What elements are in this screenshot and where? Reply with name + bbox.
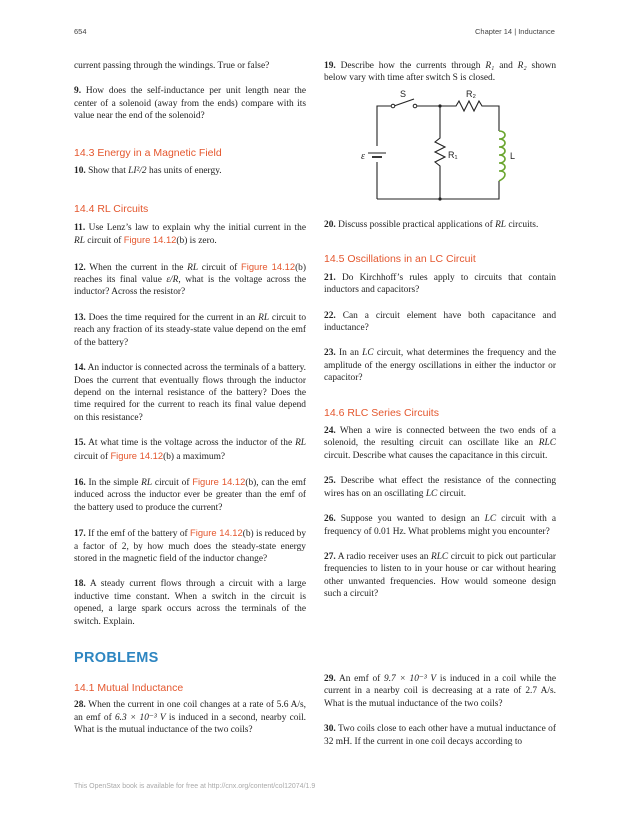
inductor-label: L bbox=[510, 151, 516, 161]
section-heading-14-3: 14.3 Energy in a Magnetic Field bbox=[74, 146, 222, 159]
question-30: 30. Two coils close to each other have a mutual inductance of 32 mH. If the current in one coil decays according to bbox=[324, 724, 556, 747]
right-column bbox=[324, 60, 556, 85]
figure-link[interactable]: Figure 14.12 bbox=[123, 234, 177, 246]
rl-circuit-diagram bbox=[360, 86, 530, 204]
chapter-title: Chapter 14 | Inductance bbox=[475, 27, 555, 36]
figure-link[interactable]: Figure 14.12 bbox=[241, 260, 296, 272]
question-28: 28. When the current in one coil changes at a rate of 5.6 A/s, an emf of 6.3 × 10⁻³ V is induced in a second, nearby coil. What is the mutual inductance of the two coils? bbox=[74, 700, 307, 736]
question-11: 11. Use Lenz’s law to explain why the initial current in the RL circuit of Figure 14.12(b) is zero. bbox=[74, 222, 306, 247]
question-24: 24. When a wire is connected between the two ends of a solenoid, the resulting circuit can oscillate like an RLC circuit. Describe what causes the capacitance in this circuit. bbox=[324, 426, 556, 461]
section-heading-14-5: 14.5 Oscillations in an LC Circuit bbox=[324, 253, 476, 266]
question-23: 23. In an LC circuit, what determines the frequency and the amplitude of the energy oscillations in either the inductor or capacitor? bbox=[324, 348, 557, 384]
section-heading-14-1: 14.1 Mutual Inductance bbox=[74, 682, 184, 694]
question-10: 10. Show that LI²/2 has units of energy. bbox=[74, 166, 222, 177]
inductor-coil bbox=[499, 131, 505, 181]
figure-link[interactable]: Figure 14.12 bbox=[110, 449, 164, 461]
question-14: 14. An inductor is connected across the terminals of a battery. Does the current that eventually flows through the inductor depend on the internal resistance of the battery? Does the time required for the current to reach its final value depend on this resistance? bbox=[74, 363, 307, 423]
question-12: 12. When the current in the RL circuit of Figure 14.12(b) reaches its final value ε/R, what is the voltage across the inductor? Across the resistor? bbox=[74, 260, 307, 298]
figure-link[interactable]: Figure 14.12 bbox=[192, 475, 246, 487]
question-22: 22. Can a circuit element have both capacitance and inductance? bbox=[324, 310, 557, 334]
question-26: 26. Suppose you wanted to design an LC circuit with a frequency of 0.01 Hz. What problems might you encounter? bbox=[324, 514, 557, 537]
question-number: 9. bbox=[74, 86, 82, 97]
question-21: 21. Do Kirchhoff’s rules apply to circuits that contain inductors and capacitors? bbox=[324, 272, 556, 296]
problems-heading: PROBLEMS bbox=[74, 650, 159, 666]
section-heading-14-6: 14.6 RLC Series Circuits bbox=[324, 406, 439, 419]
question-19: 19. Describe how the currents through R₁ and R₂ shown below vary with time after switch S is closed. bbox=[324, 61, 557, 84]
r2-label: R₂ bbox=[466, 89, 476, 99]
section-heading-14-4: 14.4 RL Circuits bbox=[74, 203, 149, 216]
problems-right-column bbox=[324, 673, 556, 748]
problems-left-column bbox=[74, 682, 306, 737]
switch bbox=[394, 99, 414, 106]
question-29: 29. An emf of 9.7 × 10⁻³ V is induced in a coil while the current in a nearby coil is decreasing at a rate of 2.7 A/s. What is the mutual inductance of the two coils? bbox=[324, 674, 557, 709]
switch-label: S bbox=[400, 89, 407, 99]
page-number: 654 bbox=[74, 27, 87, 36]
question-25: 25. Describe what effect the resistance of the connecting wires has on an oscillating LC circuit. bbox=[324, 476, 557, 499]
question-9: 9. How does the self-inductance per unit length near the center of a solenoid (away from the ends) compare with its value near the end of the solenoid? bbox=[74, 86, 307, 122]
question-15: 15. At what time is the voltage across the inductor of the RL circuit of Figure 14.12(b) a maximum? bbox=[74, 438, 307, 462]
figure-link[interactable]: Figure 14.12 bbox=[190, 527, 243, 539]
r1-label: R₁ bbox=[448, 150, 458, 160]
question-18: 18. A steady current flows through a circuit with a large inductive time constant. When a switch in the circuit is opened, a large spark occurs across the terminals of the switch. Explain. bbox=[74, 579, 306, 627]
q8-continuation: current passing through the windings. True or false? bbox=[74, 61, 270, 71]
question-27: 27. A radio receiver uses an RLC circuit to pick out particular frequencies to listen to in your house or car without hearing other unwanted frequencies. How would someone design such a circuit? bbox=[324, 551, 557, 600]
question-16: 16. In the simple RL circuit of Figure 14.12(b), can the emf induced across the inductor ever be greater than the emf of the battery used to produce the current? bbox=[74, 475, 307, 513]
question-17: 17. If the emf of the battery of Figure 14.12(b) is reduced by a factor of 2, by how much does the steady-state energy stored in the magnetic field of the inductor change? bbox=[74, 527, 307, 564]
left-column bbox=[74, 60, 306, 628]
emf-label: ε bbox=[361, 151, 365, 162]
question-13: 13. Does the time required for the current in an RL circuit to reach any fraction of its steady-state value depend on the emf of the battery? bbox=[74, 312, 307, 348]
question-20: 20. Discuss possible practical applications of RL circuits. bbox=[324, 220, 539, 230]
footer-note: This OpenStax book is available for free at http://cnx.org/content/col12074/1.9 bbox=[74, 783, 316, 790]
right-column-lower bbox=[324, 219, 556, 601]
math-expression: LI²/2 bbox=[128, 166, 147, 177]
